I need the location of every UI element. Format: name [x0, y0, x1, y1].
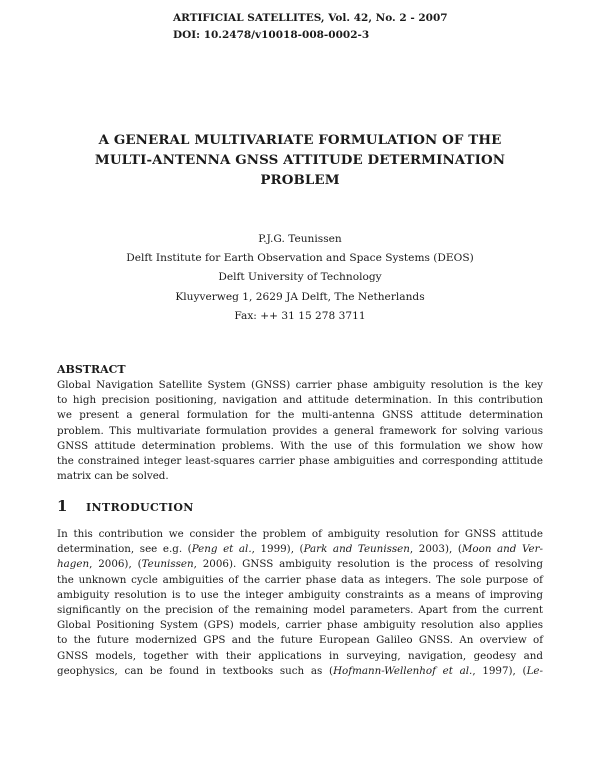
citation-moon-cont: hagen — [57, 558, 90, 571]
abstract-text — [57, 378, 543, 484]
intro-line: ambiguity resolution is to use the integer ambiguity constraints as a means of improving — [57, 588, 543, 601]
paper-title — [40, 130, 560, 190]
abstract-line: the constrained integer least-squares carrier phase ambiguities and corresponding attitude — [57, 455, 543, 468]
journal-citation: ARTIFICIAL SATELLITES, Vol. 42, No. 2 - 2007 — [173, 12, 448, 24]
author-address: Kluyverweg 1, 2629 JA Delft, The Netherlands — [175, 290, 425, 303]
title-line-2: MULTI-ANTENNA GNSS ATTITUDE DETERMINATION — [94, 152, 506, 168]
intro-line: Global Positioning System (GPS) models, carrier phase ambiguity resolution also applies — [57, 619, 543, 632]
journal-header — [173, 10, 448, 44]
introduction-text — [57, 527, 543, 679]
abstract-line: we present a general formulation for the multi-antenna GNSS attitude determination — [57, 409, 543, 422]
affiliation-university: Delft University of Technology — [218, 271, 382, 284]
abstract-line: matrix can be solved. — [57, 470, 169, 483]
intro-line: In this contribution we consider the problem of ambiguity resolution for GNSS attitude — [57, 528, 543, 540]
citation-teunissen: Teunissen — [141, 558, 194, 571]
title-line-3: PROBLEM — [260, 172, 340, 188]
abstract-line: to high precision positioning, navigation and attitude determination. In this contribution — [57, 394, 543, 407]
intro-text: geophysics, can be found in textbooks such as ( — [57, 664, 334, 677]
author-fax: Fax: ++ 31 15 278 3711 — [234, 309, 366, 322]
title-line-1: A GENERAL MULTIVARIATE FORMULATION OF THE — [98, 132, 502, 148]
section-heading-introduction — [57, 496, 194, 515]
intro-line: the unknown cycle ambiguities of the carrier phase data as integers. The sole purpose of — [57, 573, 543, 586]
intro-text: , 2006). GNSS ambiguity resolution is the process of resolving — [193, 558, 543, 571]
section-title: INTRODUCTION — [86, 501, 194, 514]
intro-line — [57, 664, 543, 679]
abstract-line: GNSS attitude determination problems. With the use of this formulation we show how — [57, 439, 543, 452]
abstract-line: Global Navigation Satellite System (GNSS) carrier phase ambiguity resolution is the key — [57, 379, 543, 391]
intro-text: , 1999), ( — [251, 543, 304, 556]
section-number: 1 — [57, 497, 68, 515]
citation-peng: Peng et al. — [191, 543, 252, 556]
intro-text: , 2006), ( — [89, 558, 142, 571]
doi: DOI: 10.2478/v10018-008-0002-3 — [173, 29, 370, 41]
intro-text: determination, see e.g. ( — [57, 543, 192, 556]
intro-line: significantly on the precision of the remaining model parameters. Apart from the current — [57, 604, 543, 617]
affiliation-institute: Delft Institute for Earth Observation and Space Systems (DEOS) — [126, 252, 474, 265]
citation-le: Le- — [526, 664, 543, 677]
intro-line: to the future modernized GPS and the future European Galileo GNSS. An overview of — [57, 634, 543, 647]
intro-line: GNSS models, together with their applications in surveying, navigation, geodesy and — [57, 649, 543, 662]
abstract-heading: ABSTRACT — [57, 363, 126, 376]
intro-text: , 2003), ( — [409, 543, 462, 556]
citation-park: Park and Teunissen — [303, 543, 410, 556]
intro-line — [57, 542, 543, 557]
intro-line — [57, 557, 543, 572]
author-name: P.J.G. Teunissen — [258, 233, 342, 245]
intro-text: , 1997), ( — [472, 664, 527, 677]
author-block — [0, 230, 600, 326]
citation-hofmann: Hofmann-Wellenhof et al. — [333, 664, 473, 677]
citation-moon: Moon and Ver- — [461, 543, 543, 556]
abstract-line: problem. This multivariate formulation provides a general framework for solving various — [57, 424, 543, 437]
